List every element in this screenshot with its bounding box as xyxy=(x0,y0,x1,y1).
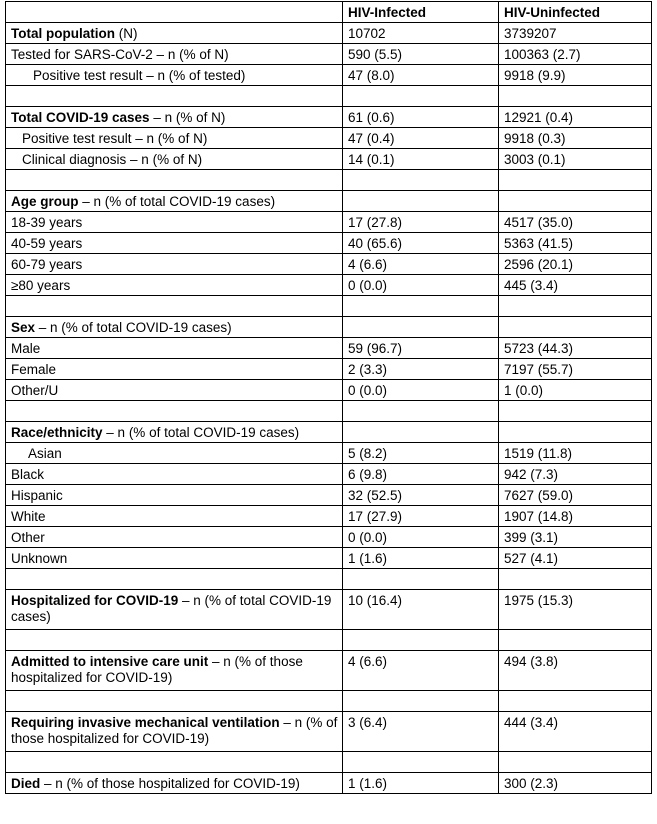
cell-value: 17 (27.9) xyxy=(348,509,403,524)
row-label: Male xyxy=(11,341,41,356)
cell-value: 4517 (35.0) xyxy=(504,215,574,230)
row-label: Admitted to intensive care unit xyxy=(11,654,209,669)
row-label-cell xyxy=(6,212,343,233)
row-label: Hospitalized for COVID-19 xyxy=(11,593,179,608)
cell-value: 1975 (15.3) xyxy=(504,593,574,608)
cell-value: 2 (3.3) xyxy=(348,362,388,377)
hiv-infected-cell xyxy=(343,359,499,380)
hiv-infected-cell xyxy=(343,527,499,548)
hiv-uninfected-cell xyxy=(499,527,652,548)
cell-value: 47 (8.0) xyxy=(348,68,395,83)
cell-value xyxy=(348,317,498,320)
row-label: Requiring invasive mechanical ventilation xyxy=(11,715,280,730)
cell-value: 9918 (0.3) xyxy=(504,131,566,146)
cell-value: 1519 (11.8) xyxy=(504,446,573,461)
covid-hiv-table xyxy=(5,1,652,794)
table-row xyxy=(6,506,652,527)
row-label-cell xyxy=(6,443,343,464)
table-row xyxy=(6,712,652,752)
row-label: Sex xyxy=(11,320,36,335)
row-label-cell xyxy=(6,275,343,296)
table-row xyxy=(6,23,652,44)
cell-value xyxy=(348,191,498,194)
row-label: Total population xyxy=(11,26,115,41)
row-label-cell xyxy=(6,23,343,44)
row-label-cell xyxy=(6,691,343,712)
header-cell-hiv-uninfected: HIV-Uninfected xyxy=(499,2,652,23)
hiv-infected-cell xyxy=(343,275,499,296)
table-row xyxy=(6,359,652,380)
row-label: Other/U xyxy=(11,383,59,398)
cell-value: 7197 (55.7) xyxy=(504,362,574,377)
row-label-cell xyxy=(6,380,343,401)
table-row xyxy=(6,254,652,275)
hiv-uninfected-cell xyxy=(499,317,652,338)
row-label-cell xyxy=(6,149,343,170)
cell-value: 1 (1.6) xyxy=(348,776,388,791)
cell-value: 5723 (44.3) xyxy=(504,341,574,356)
hiv-infected-cell xyxy=(343,317,499,338)
row-label-cell xyxy=(6,712,343,752)
hiv-uninfected-cell xyxy=(499,464,652,485)
hiv-infected-cell xyxy=(343,773,499,794)
row-label-cell xyxy=(6,128,343,149)
row-label: Hispanic xyxy=(11,488,63,503)
row-label-cell xyxy=(6,359,343,380)
hiv-uninfected-cell xyxy=(499,233,652,254)
spacer-row xyxy=(6,630,652,651)
cell-value: 14 (0.1) xyxy=(348,152,395,167)
cell-value xyxy=(504,317,651,320)
spacer-row xyxy=(6,401,652,422)
row-label-cell xyxy=(6,338,343,359)
hiv-uninfected-cell xyxy=(499,212,652,233)
hiv-uninfected-cell xyxy=(499,128,652,149)
cell-value xyxy=(348,422,498,425)
hiv-uninfected-cell xyxy=(499,691,652,712)
cell-value: 3003 (0.1) xyxy=(504,152,566,167)
cell-value: 0 (0.0) xyxy=(348,278,388,293)
cell-value: 40 (65.6) xyxy=(348,236,403,251)
hiv-uninfected-cell xyxy=(499,651,652,691)
row-label-cell xyxy=(6,401,343,422)
cell-value: 0 (0.0) xyxy=(348,383,388,398)
spacer-row xyxy=(6,86,652,107)
table-row xyxy=(6,317,652,338)
row-label-cell xyxy=(6,569,343,590)
hiv-infected-cell xyxy=(343,254,499,275)
row-label: Tested for SARS-CoV-2 – n (% of N) xyxy=(11,47,229,62)
hiv-infected-cell xyxy=(343,691,499,712)
cell-value: 12921 (0.4) xyxy=(504,110,574,125)
row-label-cell xyxy=(6,752,343,773)
row-label-cell xyxy=(6,44,343,65)
spacer-row xyxy=(6,691,652,712)
hiv-infected-cell xyxy=(343,548,499,569)
row-label: White xyxy=(11,509,46,524)
spacer-row xyxy=(6,296,652,317)
table-row xyxy=(6,65,652,86)
row-label: 18-39 years xyxy=(11,215,83,230)
hiv-infected-cell xyxy=(343,107,499,128)
hiv-uninfected-cell xyxy=(499,443,652,464)
cell-value: 3739207 xyxy=(504,26,557,41)
cell-value: 444 (3.4) xyxy=(504,715,559,730)
row-label-cell xyxy=(6,296,343,317)
hiv-uninfected-cell xyxy=(499,65,652,86)
table-row xyxy=(6,422,652,443)
row-label-cell xyxy=(6,590,343,630)
spacer-row xyxy=(6,170,652,191)
row-label-cell xyxy=(6,422,343,443)
cell-value: 2596 (20.1) xyxy=(504,257,574,272)
table-row xyxy=(6,275,652,296)
hiv-infected-cell xyxy=(343,233,499,254)
table-row xyxy=(6,338,652,359)
hiv-infected-cell xyxy=(343,485,499,506)
table-row xyxy=(6,128,652,149)
header-cell-label xyxy=(6,2,343,23)
hiv-infected-cell xyxy=(343,149,499,170)
row-label-cell xyxy=(6,548,343,569)
row-label-suffix: – n (% of those hospitalized for COVID-19) xyxy=(11,654,303,685)
row-label-cell xyxy=(6,506,343,527)
table-row xyxy=(6,651,652,691)
hiv-uninfected-cell xyxy=(499,590,652,630)
cell-value: 61 (0.6) xyxy=(348,110,395,125)
row-label-cell xyxy=(6,464,343,485)
row-label-cell xyxy=(6,233,343,254)
cell-value: 10 (16.4) xyxy=(348,593,403,608)
table-row xyxy=(6,107,652,128)
table-row xyxy=(6,233,652,254)
table-row xyxy=(6,443,652,464)
hiv-uninfected-cell xyxy=(499,191,652,212)
hiv-infected-cell xyxy=(343,212,499,233)
cell-value: 942 (7.3) xyxy=(504,467,559,482)
cell-value: 59 (96.7) xyxy=(348,341,403,356)
cell-value: 4 (6.6) xyxy=(348,257,388,272)
cell-value xyxy=(504,422,651,425)
hiv-uninfected-cell xyxy=(499,149,652,170)
row-label-cell xyxy=(6,65,343,86)
cell-value: 399 (3.1) xyxy=(504,530,559,545)
hiv-uninfected-cell xyxy=(499,569,652,590)
hiv-uninfected-cell xyxy=(499,548,652,569)
hiv-uninfected-cell xyxy=(499,254,652,275)
header-row xyxy=(6,2,652,23)
row-label: 40-59 years xyxy=(11,236,83,251)
hiv-uninfected-cell xyxy=(499,401,652,422)
row-label: Total COVID-19 cases xyxy=(11,110,150,125)
hiv-uninfected-cell xyxy=(499,107,652,128)
hiv-uninfected-cell xyxy=(499,380,652,401)
cell-value: 3 (6.4) xyxy=(348,715,388,730)
cell-value: 300 (2.3) xyxy=(504,776,559,791)
cell-value: 1907 (14.8) xyxy=(504,509,574,524)
hiv-infected-cell xyxy=(343,422,499,443)
hiv-infected-cell xyxy=(343,401,499,422)
hiv-infected-cell xyxy=(343,590,499,630)
row-label: Age group xyxy=(11,194,79,209)
table-row xyxy=(6,191,652,212)
header-cell-hiv-infected: HIV-Infected xyxy=(343,2,499,23)
hiv-infected-cell xyxy=(343,338,499,359)
row-label-suffix: (N) xyxy=(114,26,138,41)
table-row xyxy=(6,773,652,794)
row-label: ≥80 years xyxy=(11,278,71,293)
hiv-uninfected-cell xyxy=(499,275,652,296)
row-label-cell xyxy=(6,527,343,548)
row-label-suffix: – n (% of total COVID-19 cases) xyxy=(35,320,232,335)
cell-value: 5 (8.2) xyxy=(348,446,388,461)
cell-value: 0 (0.0) xyxy=(348,530,388,545)
row-label-suffix: – n (% of total COVID-19 cases) xyxy=(11,593,332,624)
hiv-infected-cell xyxy=(343,464,499,485)
table-row xyxy=(6,590,652,630)
hiv-infected-cell xyxy=(343,86,499,107)
hiv-infected-cell xyxy=(343,170,499,191)
hiv-infected-cell xyxy=(343,506,499,527)
row-label-suffix: – n (% of N) xyxy=(149,110,226,125)
row-label: Black xyxy=(11,467,45,482)
cell-value: 47 (0.4) xyxy=(348,131,395,146)
hiv-uninfected-cell xyxy=(499,296,652,317)
hiv-uninfected-cell xyxy=(499,338,652,359)
row-label: Asian xyxy=(28,446,62,461)
spacer-row xyxy=(6,752,652,773)
cell-value: 100363 (2.7) xyxy=(504,47,581,62)
table-row xyxy=(6,380,652,401)
hiv-uninfected-cell xyxy=(499,630,652,651)
cell-value: 1 (1.6) xyxy=(348,551,388,566)
row-label-suffix: – n (% of those hospitalized for COVID-19) xyxy=(11,715,338,746)
cell-value xyxy=(504,191,651,194)
hiv-infected-cell xyxy=(343,23,499,44)
cell-value: 7627 (59.0) xyxy=(504,488,574,503)
row-label-cell xyxy=(6,191,343,212)
cell-value: 590 (5.5) xyxy=(348,47,403,62)
table-row xyxy=(6,464,652,485)
table-row xyxy=(6,149,652,170)
hiv-uninfected-cell xyxy=(499,170,652,191)
row-label: Unknown xyxy=(11,551,68,566)
row-label-cell xyxy=(6,107,343,128)
table-row xyxy=(6,212,652,233)
hiv-infected-cell xyxy=(343,651,499,691)
row-label-cell xyxy=(6,254,343,275)
table-row xyxy=(6,548,652,569)
row-label: Positive test result – n (% of N) xyxy=(22,131,208,146)
row-label-cell xyxy=(6,170,343,191)
cell-value: 5363 (41.5) xyxy=(504,236,574,251)
hiv-infected-cell xyxy=(343,630,499,651)
spacer-row xyxy=(6,569,652,590)
cell-value: 9918 (9.9) xyxy=(504,68,566,83)
hiv-infected-cell xyxy=(343,380,499,401)
table-row xyxy=(6,44,652,65)
cell-value: 527 (4.1) xyxy=(504,551,559,566)
hiv-uninfected-cell xyxy=(499,506,652,527)
cell-value: 10702 xyxy=(348,26,386,41)
hiv-infected-cell xyxy=(343,712,499,752)
hiv-infected-cell xyxy=(343,44,499,65)
cell-value: 17 (27.8) xyxy=(348,215,403,230)
hiv-infected-cell xyxy=(343,296,499,317)
hiv-infected-cell xyxy=(343,65,499,86)
row-label-cell xyxy=(6,86,343,107)
hiv-uninfected-cell xyxy=(499,359,652,380)
row-label-cell xyxy=(6,630,343,651)
hiv-infected-cell xyxy=(343,569,499,590)
row-label-cell xyxy=(6,317,343,338)
hiv-uninfected-cell xyxy=(499,752,652,773)
table-row xyxy=(6,485,652,506)
cell-value: 1 (0.0) xyxy=(504,383,544,398)
cell-value: 4 (6.6) xyxy=(348,654,388,669)
table-body xyxy=(6,23,652,794)
hiv-infected-cell xyxy=(343,191,499,212)
cell-value: 445 (3.4) xyxy=(504,278,559,293)
cell-value: 6 (9.8) xyxy=(348,467,388,482)
hiv-infected-cell xyxy=(343,128,499,149)
cell-value: 494 (3.8) xyxy=(504,654,559,669)
hiv-uninfected-cell xyxy=(499,712,652,752)
row-label-suffix: – n (% of those hospitalized for COVID-19) xyxy=(40,776,300,791)
table-row xyxy=(6,527,652,548)
row-label: 60-79 years xyxy=(11,257,83,272)
row-label: Race/ethnicity xyxy=(11,425,103,440)
hiv-infected-cell xyxy=(343,752,499,773)
row-label: Other xyxy=(11,530,45,545)
hiv-uninfected-cell xyxy=(499,485,652,506)
hiv-uninfected-cell xyxy=(499,773,652,794)
row-label-suffix: – n (% of total COVID-19 cases) xyxy=(102,425,300,440)
row-label: Positive test result – n (% of tested) xyxy=(33,68,246,83)
row-label-cell xyxy=(6,773,343,794)
row-label-suffix: – n (% of total COVID-19 cases) xyxy=(78,194,276,209)
row-label: Clinical diagnosis – n (% of N) xyxy=(22,152,203,167)
row-label: Female xyxy=(11,362,57,377)
hiv-uninfected-cell xyxy=(499,44,652,65)
row-label: Died xyxy=(11,776,41,791)
hiv-infected-cell xyxy=(343,443,499,464)
row-label-cell xyxy=(6,485,343,506)
row-label-cell xyxy=(6,651,343,691)
hiv-uninfected-cell xyxy=(499,422,652,443)
hiv-uninfected-cell xyxy=(499,86,652,107)
cell-value: 32 (52.5) xyxy=(348,488,403,503)
hiv-uninfected-cell xyxy=(499,23,652,44)
